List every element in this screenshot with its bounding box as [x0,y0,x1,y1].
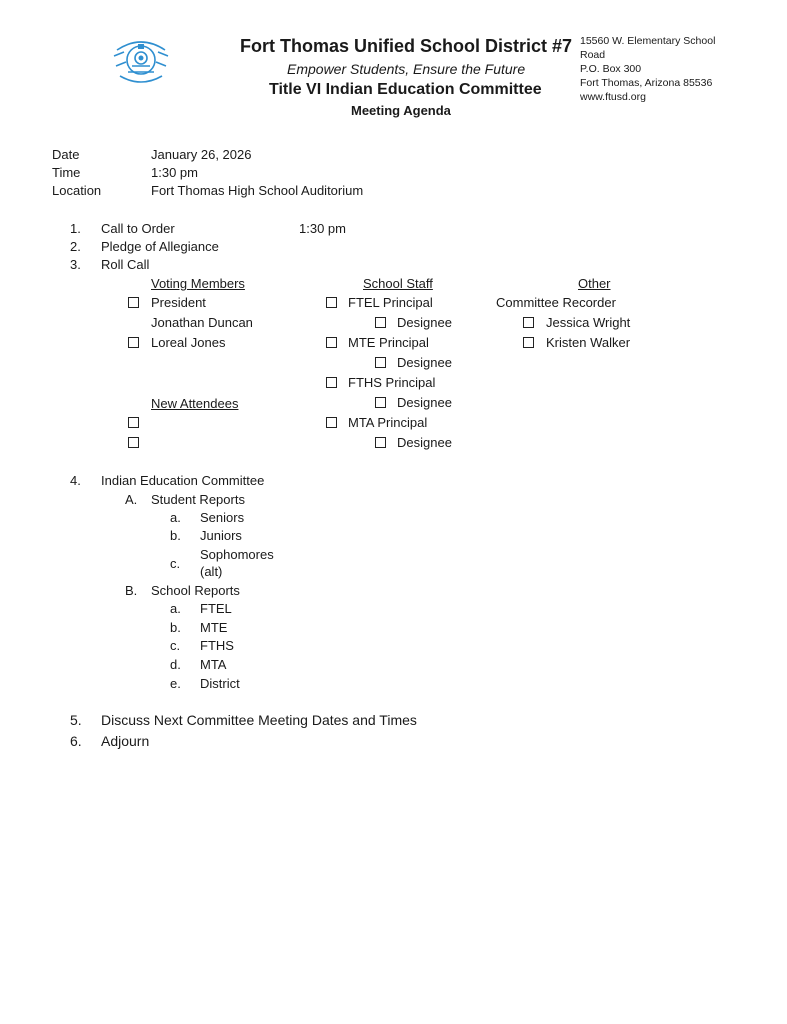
staff-member: FTEL Principal [348,295,433,310]
item-number: 6. [70,733,82,749]
address-block [580,34,715,104]
other-member: Jessica Wright [546,315,631,330]
checkbox-fths-designee[interactable] [375,397,386,408]
staff-member: MTE Principal [348,335,429,350]
agenda-item-adjourn: Adjourn [101,733,150,749]
agenda-item-call-to-order: Call to Order [101,221,175,236]
address-line: P.O. Box 300 [580,63,642,75]
new-attendees-header: New Attendees [151,396,239,411]
other-header: Other [578,276,611,291]
item-number: 5. [70,712,82,728]
committee-recorder-label: Committee Recorder [496,295,616,310]
district-motto: Empower Students, Ensure the Future [287,61,526,77]
checkbox-new-attendee[interactable] [128,417,139,428]
list-letter: a. [170,601,181,616]
website-link[interactable]: www.ftusd.org [580,91,646,103]
sub-letter: B. [125,583,138,598]
checkbox-jessica-wright[interactable] [523,317,534,328]
district-name: Fort Thomas Unified School District #7 [240,36,573,56]
school-report: District [200,676,240,691]
address-line: Fort Thomas, Arizona 85536 [580,77,713,89]
staff-member: Designee [397,355,452,370]
agenda-item-next-meeting: Discuss Next Committee Meeting Dates and Times [101,712,417,728]
checkbox-new-attendee[interactable] [128,437,139,448]
agenda-item-indian-education: Indian Education Committee [101,473,265,488]
staff-member: Designee [397,395,452,410]
checkbox-mta-designee[interactable] [375,437,386,448]
school-report: MTE [200,620,228,635]
item-number: 2. [70,239,81,254]
agenda-item-pledge: Pledge of Allegiance [101,239,219,254]
voting-member: Jonathan Duncan [151,315,253,330]
checkbox-president[interactable] [128,297,139,308]
student-report: Juniors [200,528,242,543]
date-label: Date [52,147,80,162]
item-number: 4. [70,473,81,488]
date-value: January 26, 2026 [151,147,252,162]
item-number: 1. [70,221,81,236]
list-letter: c. [170,638,181,653]
checkbox-kristen-walker[interactable] [523,337,534,348]
checkbox-fths-principal[interactable] [326,377,337,388]
district-seal-icon [112,36,170,84]
school-report: FTHS [200,638,234,653]
checkbox-ftel-principal[interactable] [326,297,337,308]
school-report: MTA [200,657,227,672]
location-value: Fort Thomas High School Auditorium [151,183,364,198]
school-report: FTEL [200,601,232,616]
staff-member: FTHS Principal [348,375,436,390]
list-letter: b. [170,528,181,543]
voting-member: Loreal Jones [151,335,226,350]
checkbox-mta-principal[interactable] [326,417,337,428]
staff-member: MTA Principal [348,415,428,430]
student-report: Seniors [200,510,245,525]
item-number: 3. [70,257,81,272]
other-member: Kristen Walker [546,335,631,350]
time-label: Time [52,165,81,180]
checkbox-mte-designee[interactable] [375,357,386,368]
time-value: 1:30 pm [151,165,198,180]
staff-member: Designee [397,435,452,450]
student-reports-heading: Student Reports [151,492,245,507]
committee-title: Title VI Indian Education Committee [269,81,542,98]
call-to-order-time: 1:30 pm [299,221,346,236]
staff-member: Designee [397,315,452,330]
address-line: Road [580,49,606,61]
document-type: Meeting Agenda [351,103,451,118]
checkbox-loreal-jones[interactable] [128,337,139,348]
location-label: Location [52,183,102,198]
checkbox-ftel-designee[interactable] [375,317,386,328]
student-report: Sophomores (alt) [200,547,274,579]
voting-members-header: Voting Members [151,276,245,291]
list-letter: a. [170,510,181,525]
list-letter: e. [170,676,181,691]
address-line: 15560 W. Elementary School [580,35,716,47]
school-staff-header: School Staff [363,276,433,291]
list-letter: c. [170,556,181,571]
agenda-item-roll-call: Roll Call [101,257,150,272]
school-reports-heading: School Reports [151,583,240,598]
checkbox-mte-principal[interactable] [326,337,337,348]
list-letter: d. [170,657,181,672]
list-letter: b. [170,620,181,635]
sub-letter: A. [125,492,138,507]
voting-member: President [151,295,206,310]
